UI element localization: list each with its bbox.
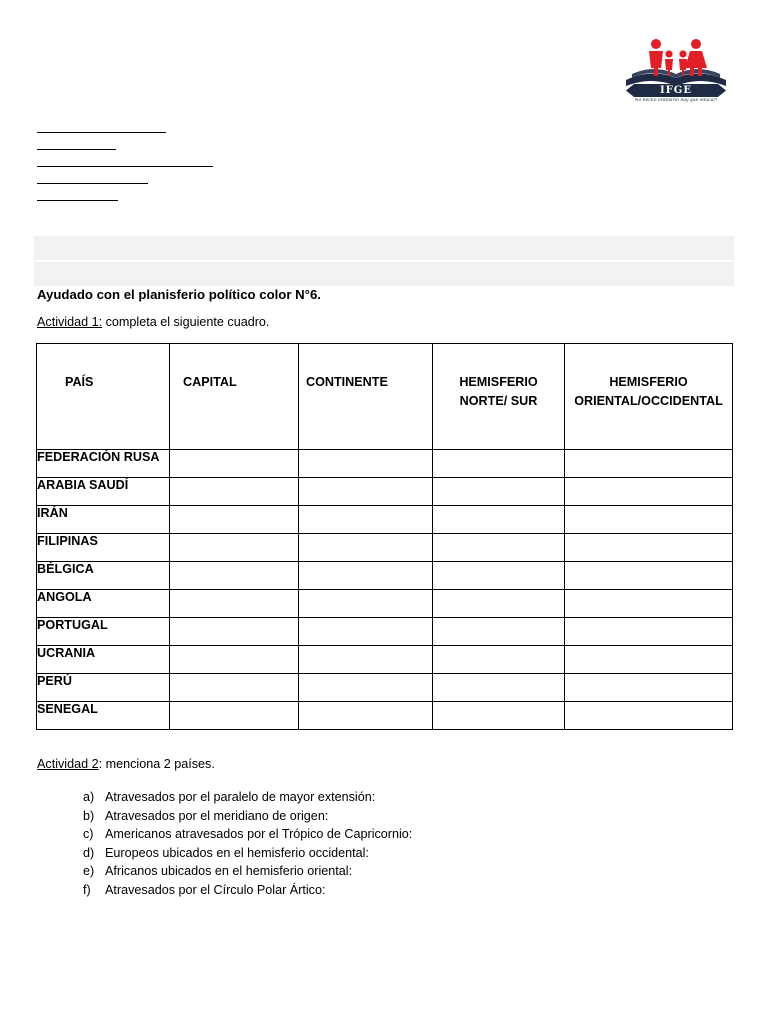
table-row (37, 562, 733, 590)
list-marker: d) (83, 845, 95, 860)
continent-cell[interactable] (299, 674, 433, 702)
activity-2-instruction (37, 757, 215, 771)
table-header-row (37, 344, 733, 450)
capital-cell[interactable] (170, 590, 299, 618)
header-pais: PAÍS (37, 344, 170, 450)
continent-cell[interactable] (299, 478, 433, 506)
capital-cell[interactable] (170, 478, 299, 506)
header-hemisferio-norte-sur: HEMISFERIO NORTE/ SUR (433, 344, 565, 450)
continent-cell[interactable] (299, 534, 433, 562)
hemisphere-ns-cell[interactable] (433, 450, 565, 478)
table-row (37, 646, 733, 674)
capital-cell[interactable] (170, 646, 299, 674)
list-item (83, 807, 412, 826)
hemisphere-ns-cell[interactable] (433, 674, 565, 702)
hemisphere-eo-cell[interactable] (565, 646, 733, 674)
list-item (83, 788, 412, 807)
country-cell: ARABIA SAUDÍ (37, 478, 170, 506)
continent-cell[interactable] (299, 702, 433, 730)
hemisphere-ns-cell[interactable] (433, 618, 565, 646)
capital-cell[interactable] (170, 450, 299, 478)
table-row (37, 590, 733, 618)
table-row (37, 618, 733, 646)
question-text: Americanos atravesados por el Trópico de Capricornio: (105, 827, 413, 841)
continent-cell[interactable] (299, 590, 433, 618)
question-text: Africanos ubicados en el hemisferio oriental: (105, 864, 353, 878)
shaded-band (34, 236, 734, 260)
country-cell: UCRANIA (37, 646, 170, 674)
table-row (37, 534, 733, 562)
country-cell: FEDERACIÓN RUSA (37, 450, 170, 478)
country-cell: SENEGAL (37, 702, 170, 730)
blank-field-line[interactable] (37, 166, 213, 167)
shaded-band (34, 262, 734, 286)
question-text: Atravesados por el Círculo Polar Ártico: (105, 882, 326, 897)
country-cell: BÉLGICA (37, 562, 170, 590)
list-marker: c) (83, 827, 94, 841)
hemisphere-ns-cell[interactable] (433, 478, 565, 506)
list-marker: e) (83, 864, 95, 878)
activity-1-label: Actividad 1: (37, 315, 103, 329)
worksheet-title: Ayudado con el planisferio político color N°6. (37, 287, 321, 302)
blank-field-line[interactable] (37, 183, 148, 184)
ifge-logo (622, 34, 730, 106)
country-cell: PORTUGAL (37, 618, 170, 646)
hemisphere-eo-cell[interactable] (565, 702, 733, 730)
logo-text: IFGE (660, 85, 692, 96)
continent-cell[interactable] (299, 618, 433, 646)
table-row (37, 478, 733, 506)
capital-cell[interactable] (170, 674, 299, 702)
capital-cell[interactable] (170, 534, 299, 562)
blank-field-line[interactable] (37, 149, 116, 150)
list-marker: a) (83, 790, 95, 804)
table-row (37, 674, 733, 702)
capital-cell[interactable] (170, 506, 299, 534)
logo-tagline: No hecho ordinario hay que educar! (634, 98, 718, 103)
question-text: Atravesados por el meridiano de origen: (105, 808, 329, 823)
list-item (83, 825, 412, 844)
continent-cell[interactable] (299, 450, 433, 478)
hemisphere-ns-cell[interactable] (433, 562, 565, 590)
continent-cell[interactable] (299, 646, 433, 674)
activity-2-text: : menciona 2 países. (98, 757, 215, 771)
blank-field-line[interactable] (37, 200, 118, 201)
country-cell: ANGOLA (37, 590, 170, 618)
country-cell: PERÚ (37, 674, 170, 702)
header-hemisferio-oriental-occidental: HEMISFERIO ORIENTAL/OCCIDENTAL (565, 344, 733, 450)
list-marker: b) (83, 808, 95, 823)
list-item (83, 844, 412, 863)
hemisphere-eo-cell[interactable] (565, 450, 733, 478)
continent-cell[interactable] (299, 506, 433, 534)
country-cell: FILIPINAS (37, 534, 170, 562)
hemisphere-ns-cell[interactable] (433, 534, 565, 562)
activity-1-text: completa el siguiente cuadro. (102, 315, 270, 329)
hemisphere-eo-cell[interactable] (565, 506, 733, 534)
capital-cell[interactable] (170, 618, 299, 646)
hemisphere-eo-cell[interactable] (565, 562, 733, 590)
country-cell: IRÁN (37, 506, 170, 534)
hemisphere-ns-cell[interactable] (433, 702, 565, 730)
table-row (37, 450, 733, 478)
countries-table (36, 343, 733, 730)
table-row (37, 506, 733, 534)
capital-cell[interactable] (170, 702, 299, 730)
activity-1-instruction (37, 315, 269, 329)
capital-cell[interactable] (170, 562, 299, 590)
activity-2-question-list (83, 788, 412, 899)
header-capital: CAPITAL (170, 344, 299, 450)
hemisphere-eo-cell[interactable] (565, 618, 733, 646)
continent-cell[interactable] (299, 562, 433, 590)
list-item (83, 862, 412, 881)
list-item (83, 881, 412, 900)
list-marker: f) (83, 882, 91, 897)
table-row (37, 702, 733, 730)
hemisphere-eo-cell[interactable] (565, 590, 733, 618)
hemisphere-eo-cell[interactable] (565, 534, 733, 562)
hemisphere-eo-cell[interactable] (565, 674, 733, 702)
question-text: Europeos ubicados en el hemisferio occidental: (105, 845, 369, 860)
question-text: Atravesados por el paralelo de mayor extensión: (105, 790, 376, 804)
hemisphere-ns-cell[interactable] (433, 646, 565, 674)
blank-field-line[interactable] (37, 132, 166, 133)
hemisphere-ns-cell[interactable] (433, 590, 565, 618)
hemisphere-eo-cell[interactable] (565, 478, 733, 506)
hemisphere-ns-cell[interactable] (433, 506, 565, 534)
activity-2-label: Actividad 2 (37, 757, 99, 771)
header-continente: CONTINENTE (299, 344, 433, 450)
